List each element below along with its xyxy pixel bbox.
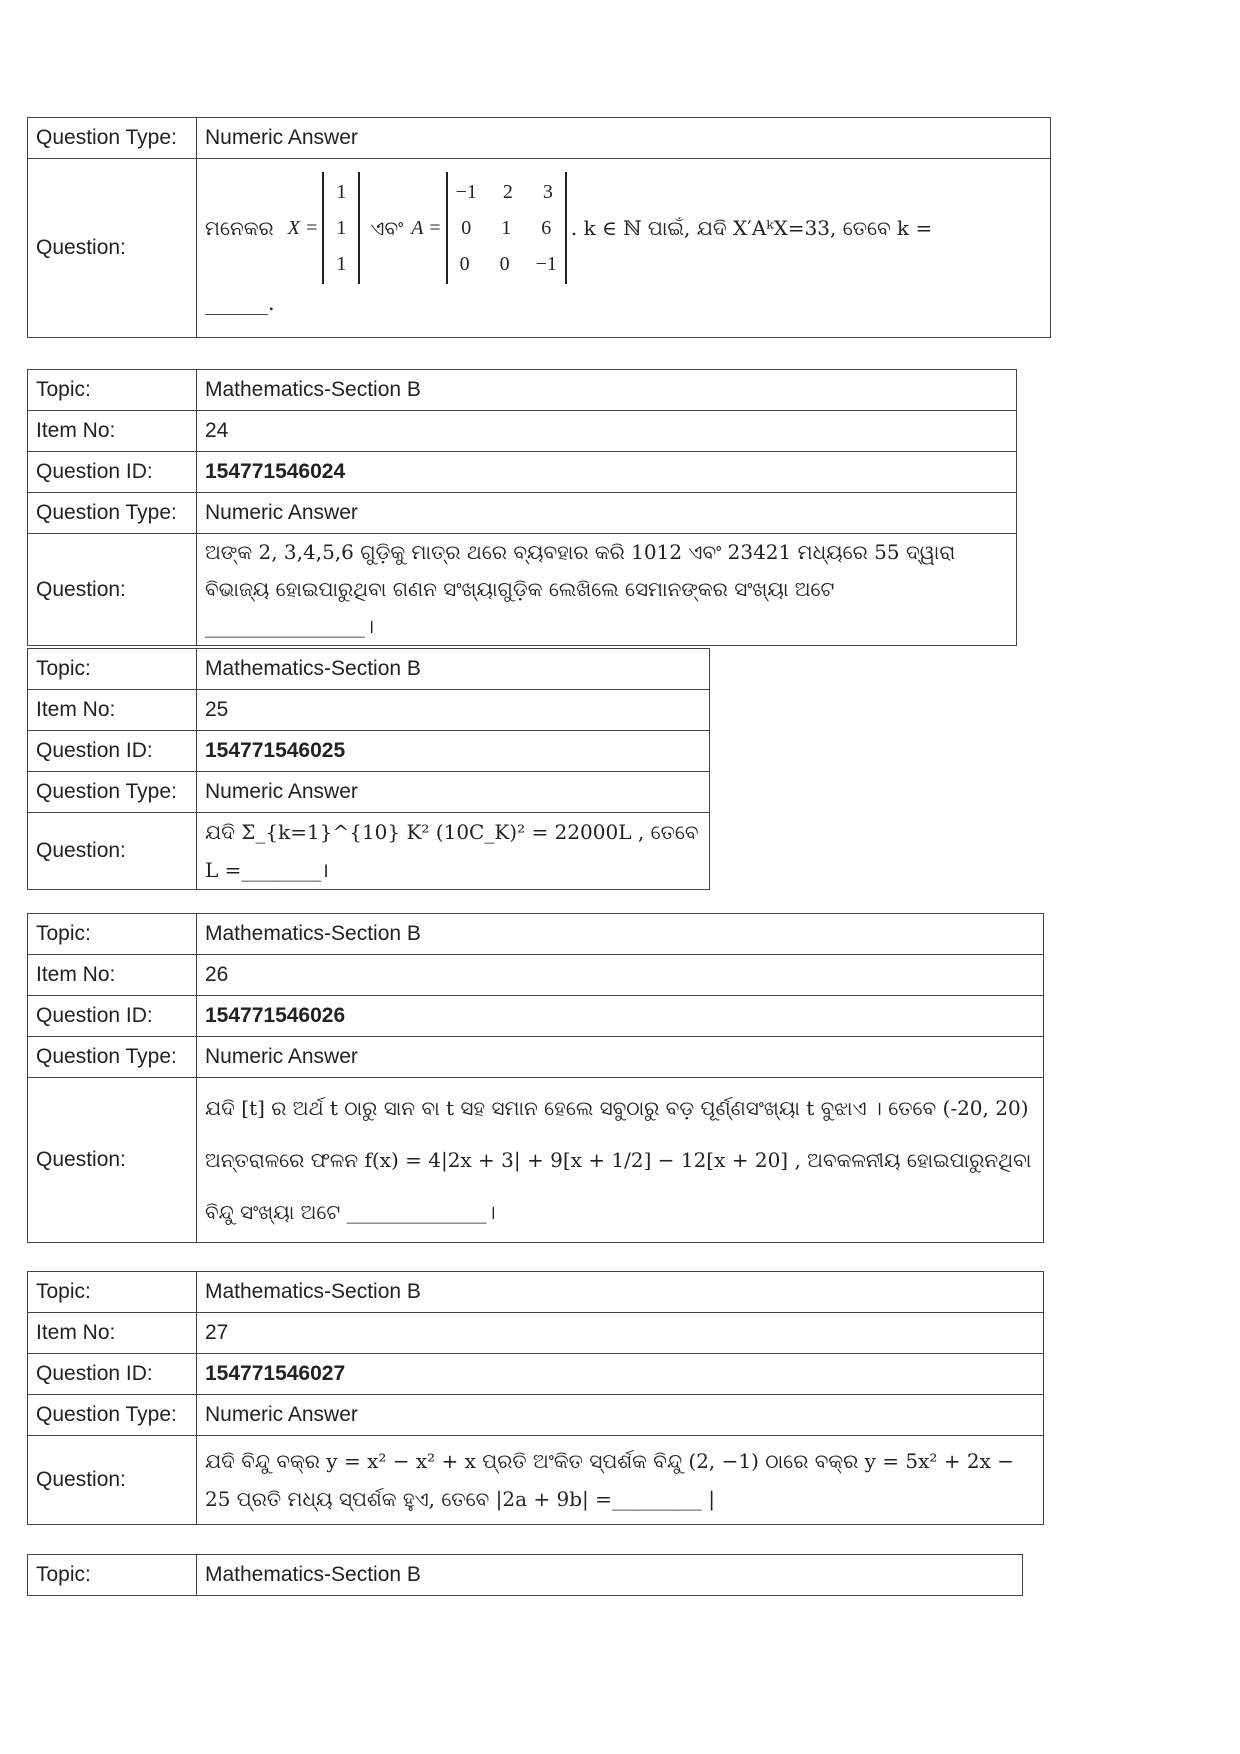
topic-label: Topic:: [28, 649, 197, 690]
matrix-a-cell: 0: [461, 217, 472, 240]
question-type-label: Question Type:: [28, 772, 197, 813]
matrix-x: [322, 172, 360, 284]
question-id-label: Question ID:: [28, 452, 197, 493]
matrix-x-cell: 1: [336, 253, 347, 276]
question-text: ଯଦି Σ_{k=1}^{10} K² (10C_K)² = 22000L , ତେବେ L =________।: [197, 813, 710, 890]
item-no-label: Item No:: [28, 1313, 197, 1354]
question-block-next: [27, 1554, 1023, 1596]
matrix-a-cell: 6: [541, 217, 552, 240]
topic-label: Topic:: [28, 914, 197, 955]
matrix-a-cell: −1: [535, 253, 557, 276]
question-id-value: 154771546025: [197, 731, 710, 772]
question-type-label: Question Type:: [28, 1395, 197, 1436]
item-no-value: 27: [197, 1313, 1044, 1354]
question-block-0: [27, 117, 1051, 338]
question-type-value: Numeric Answer: [197, 493, 1017, 534]
question-text: [197, 159, 1051, 338]
matrix-x-cell: 1: [336, 217, 347, 240]
question-label: Question:: [28, 813, 197, 890]
question-label: Question:: [28, 1436, 197, 1525]
item-no-value: 25: [197, 690, 710, 731]
question-text-suffix: . k ∈ ℕ ପାଇଁ, ଯଦି X′AᵏX=33, ତେବେ k =: [570, 216, 933, 241]
matrix-a: [446, 172, 567, 284]
matrix-a-cell: 1: [501, 217, 512, 240]
question-type-label: Question Type:: [28, 1037, 197, 1078]
question-text: ଅଙ୍କ 2, 3,4,5,6 ଗୁଡ଼ିକୁ ମାତ୍ର ଥରେ ବ୍ୟବହାର କରି 1012 ଏବଂ 23421 ମଧ୍ୟରେ 55 ଦ୍ୱାରା ବିଭାଜ୍ୟ ହୋଇପାରୁଥିବା ଗଣନ ସଂଖ୍ୟାଗୁଡ଼ିକ ଲେଖିଲେ ସେମାନଙ୍କର ସଂଖ୍ୟା ଅଟେ ________________।: [197, 534, 1017, 646]
question-block-26: [27, 913, 1044, 1243]
question-label: Question:: [28, 1078, 197, 1243]
matrix-x-label: X =: [287, 217, 319, 240]
topic-value: Mathematics-Section B: [197, 914, 1044, 955]
item-no-label: Item No:: [28, 955, 197, 996]
topic-label: Topic:: [28, 1555, 197, 1596]
question-type-value: Numeric Answer: [197, 118, 1051, 159]
topic-value: Mathematics-Section B: [197, 1272, 1044, 1313]
question-text-prefix: ମନେକର: [205, 216, 274, 241]
question-id-label: Question ID:: [28, 1354, 197, 1395]
question-block-24: [27, 369, 1017, 646]
question-id-label: Question ID:: [28, 731, 197, 772]
question-id-value: 154771546027: [197, 1354, 1044, 1395]
topic-value: Mathematics-Section B: [197, 649, 710, 690]
matrix-a-cell: −1: [455, 181, 477, 204]
question-text-end: ______.: [205, 291, 275, 316]
question-type-label: Question Type:: [28, 493, 197, 534]
question-block-25: [27, 648, 710, 890]
topic-label: Topic:: [28, 370, 197, 411]
question-type-label: Question Type:: [28, 118, 197, 159]
item-no-value: 24: [197, 411, 1017, 452]
item-no-label: Item No:: [28, 411, 197, 452]
question-type-value: Numeric Answer: [197, 772, 710, 813]
topic-value: Mathematics-Section B: [197, 1555, 1023, 1596]
question-text: ଯଦି [t] ର ଅର୍ଥ t ଠାରୁ ସାନ ବା t ସହ ସମାନ ହେଲେ ସବୁଠାରୁ ବଡ଼ ପୂର୍ଣ୍ଣସଂଖ୍ୟା t ବୁଝାଏ । ତେବେ (-20, 20) ଅନ୍ତରାଳରେ ଫଳନ f(x) = 4|2x + 3| + 9[x + 1/2] − 12[x + 20] , ଅବକଳନୀୟ ହୋଇପାରୁନଥିବା ବିନ୍ଦୁ ସଂଖ୍ୟା ଅଟେ ______________।: [197, 1078, 1044, 1243]
matrix-a-cell: 0: [459, 253, 470, 276]
matrix-x-cell: 1: [336, 181, 347, 204]
item-no-value: 26: [197, 955, 1044, 996]
topic-label: Topic:: [28, 1272, 197, 1313]
question-text-and: ଏବଂ: [370, 216, 404, 241]
question-text: ଯଦି ବିନ୍ଦୁ ବକ୍ର y = x² − x² + x ପ୍ରତି ଅଂକିତ ସ୍ପର୍ଶକ ବିନ୍ଦୁ (2, −1) ଠାରେ ବକ୍ର y = 5x² + 2x − 25 ପ୍ରତି ମଧ୍ୟ ସ୍ପର୍ଶକ ହୁଏ, ତେବେ |2a + 9b| =_________ |: [197, 1436, 1044, 1525]
item-no-label: Item No:: [28, 690, 197, 731]
question-label: Question:: [28, 159, 197, 338]
matrix-a-label: A =: [411, 217, 442, 240]
matrix-a-cell: 3: [542, 181, 553, 204]
question-id-value: 154771546026: [197, 996, 1044, 1037]
topic-value: Mathematics-Section B: [197, 370, 1017, 411]
question-block-27: [27, 1271, 1044, 1525]
question-label: Question:: [28, 534, 197, 646]
question-id-value: 154771546024: [197, 452, 1017, 493]
question-type-value: Numeric Answer: [197, 1037, 1044, 1078]
matrix-a-cell: 0: [499, 253, 510, 276]
matrix-a-cell: 2: [502, 181, 513, 204]
question-type-value: Numeric Answer: [197, 1395, 1044, 1436]
question-id-label: Question ID:: [28, 996, 197, 1037]
